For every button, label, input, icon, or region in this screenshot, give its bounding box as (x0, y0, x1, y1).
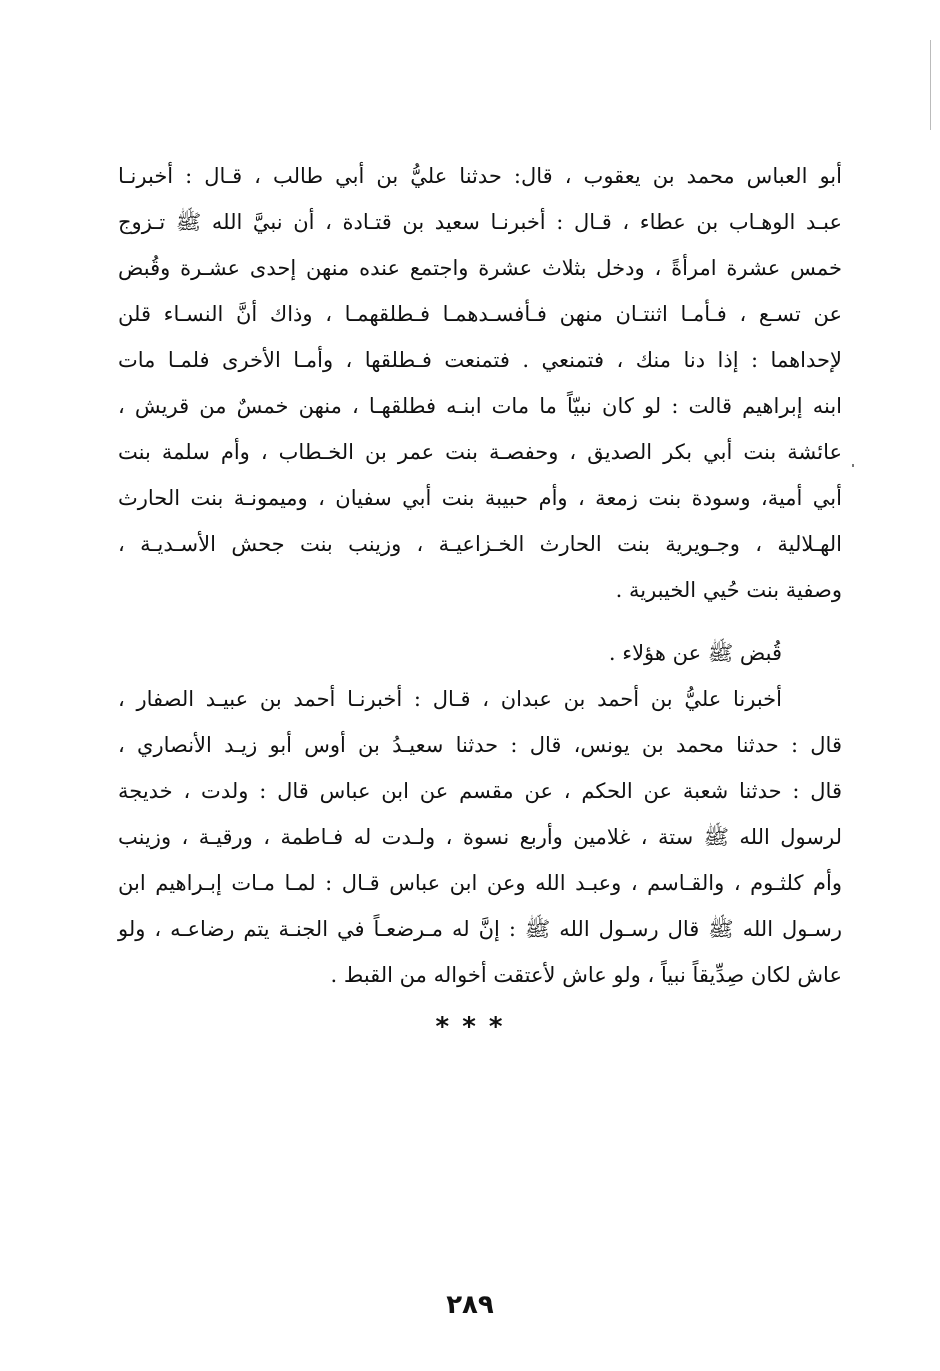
text-line: قال : حدثنا شعبة عن الحكم ، عن مقسم عن ابن عباس قال : ولدت ، خديجة (118, 779, 842, 803)
text-line: عن تسـع ، فـأمـا اثنتـان منهن فـأفسـدهمـا فـطلقهمـا ، وذاك أنَّ النسـاء قلن (118, 302, 842, 326)
paragraph-children (118, 630, 842, 998)
text-line: عاش لكان صِدِّيقاً نبياً ، ولو عاش لأعتقت أخواله من القبط . (330, 963, 842, 987)
text-line: أبو العباس محمد بن يعقوب ، قال: حدثنا عليُّ بن أبي طالب ، قـال : أخبرنـا (118, 164, 842, 188)
text-line: عائشة بنت أبي بكر الصديق ، وحفصـة بنت عمر بن الخـطاب ، وأم سلمة بنت (118, 440, 842, 464)
text-line: الهـلالية ، وجـويرية بنت الحارث الخـزاعيـة ، وزينب بنت جحش الأسـديـة ، (118, 532, 842, 556)
text-line: لإحداهما : إذا دنا منك ، فتمنعي . فتمنعت فـطلقها ، وأمـا الأخرى فلمـا مات (118, 348, 842, 372)
scan-edge-mark (930, 40, 931, 130)
text-line: ابنه إبراهيم قالت : لو كان نبيّاً ما مات ابنـه فطلقهـا ، منهن خمسٌ من قريش ، (118, 394, 842, 418)
text-line: وصفية بنت حُيي الخيبرية . (615, 578, 842, 602)
text-line: رسـول الله ﷺ قال رسـول الله ﷺ : إنَّ له مـرضعـاً في الجنـة يتم رضاعـه ، ولو (118, 917, 842, 941)
text-line: أبي أمية، وسودة بنت زمعة ، وأم حبيبة بنت أبي سفيان ، وميمونـة بنت الحارث (118, 486, 842, 510)
text-line: قُبض ﷺ عن هؤلاء . (608, 641, 782, 665)
text-line: وأم كلثـوم ، والقـاسم ، وعبـد الله وعن ابن عباس قـال : لمـا مـات إبـراهيم ابن (118, 871, 842, 895)
text-line: أخبرنا عليُّ بن أحمد بن عبدان ، قـال : أخبرنـا أحمد بن عبيـد الصفار ، (118, 687, 782, 711)
scan-speck (852, 464, 854, 467)
section-separator: * * * (435, 1012, 505, 1042)
text-line: عبـد الوهـاب بن عطاء ، قـال : أخبرنـا سعيد بن قتـادة ، أن نبيَّ الله ﷺ تـزوج (118, 210, 842, 234)
paragraph-wives (118, 153, 842, 613)
text-line: خمس عشرة امرأةً ، ودخل بثلاث عشرة واجتمع عنده منهن إحدى عشـرة وقُبض (118, 256, 842, 280)
text-line: لرسول الله ﷺ ستة ، غلامين وأربع نسوة ، ولـدت له فـاطمة ، ورقيـة ، وزينب (118, 825, 842, 849)
text-line: قال : حدثنا محمد بن يونس، قال : حدثنا سعيـدُ بن أوس أبو زيـد الأنصاري ، (118, 733, 842, 757)
page-number: ٢٨٩ (446, 1290, 494, 1320)
